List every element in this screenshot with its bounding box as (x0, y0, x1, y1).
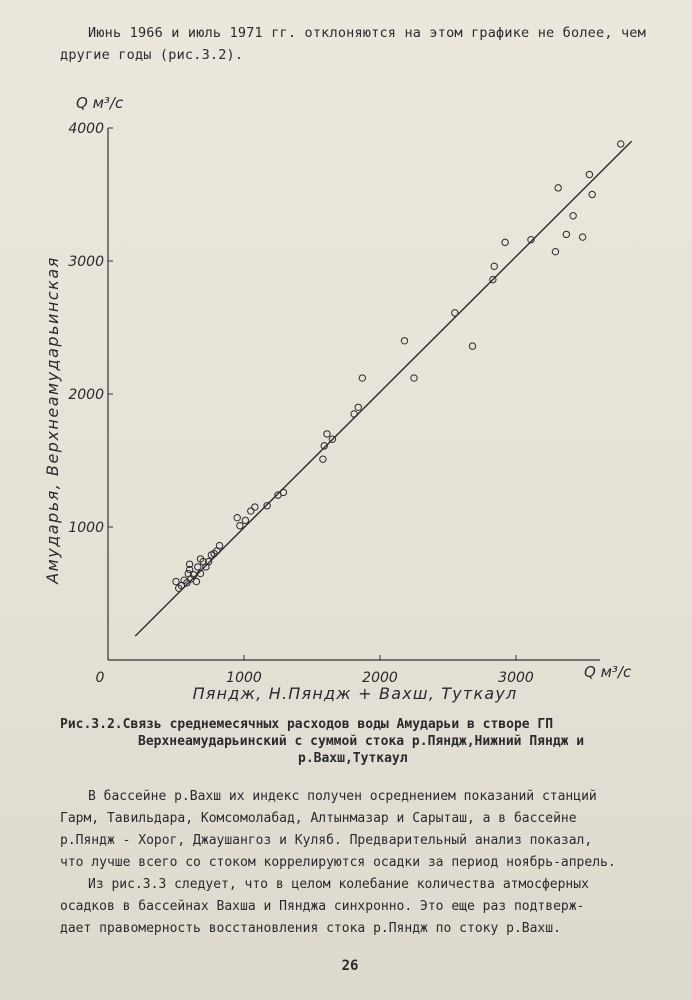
data-point (320, 456, 326, 462)
body-p1-line-1: В бассейне р.Вахш их индекс получен осреднением показаний станций (88, 789, 597, 804)
data-point (491, 263, 497, 269)
caption-line-2: Верхнеамударьинский с суммой стока р.Пяндж,Нижний Пяндж и (138, 734, 585, 749)
caption-line-1: Рис.3.2.Связь среднемесячных расходов воды Амударьи в створе ГП (60, 717, 554, 732)
data-point (248, 508, 254, 514)
data-point (618, 141, 624, 147)
data-point (469, 343, 475, 349)
data-point (452, 310, 458, 316)
data-point (552, 248, 558, 254)
x-tick-label: 0 (95, 670, 105, 686)
y-tick-label: 2000 (68, 387, 104, 403)
x-unit-label: Q м³/с (584, 663, 632, 681)
x-axis-title: Пяндж, Н.Пяндж + Вахш, Туткаул (192, 684, 518, 703)
x-tick-label: 1000 (226, 670, 262, 686)
data-point (586, 171, 592, 177)
data-point (579, 234, 585, 240)
data-point (359, 375, 365, 381)
figure-caption (60, 716, 660, 767)
body-p2-line-2: осадков в бассейнах Вахша и Пянджа синхронно. Это еще раз подтверж- (60, 899, 585, 914)
data-point (252, 504, 258, 510)
data-point (589, 191, 595, 197)
data-point (264, 503, 270, 509)
data-point (411, 375, 417, 381)
body-p1-line-4: что лучше всего со стоком коррелируются осадки за период ноябрь-апрель. (60, 855, 616, 870)
x-tick-label: 2000 (362, 670, 398, 686)
data-point (242, 517, 248, 523)
data-point (324, 431, 330, 437)
body-p2-line-3: дает правомерность восстановления стока р.Пяндж по стоку р.Вахш. (60, 921, 561, 936)
data-point (193, 578, 199, 584)
y-tick-label: 3000 (68, 254, 104, 270)
intro-paragraph (60, 22, 672, 66)
chart-axes (108, 128, 600, 660)
axis-tick-labels (68, 121, 534, 686)
intro-line-1: Июнь 1966 и июль 1971 гг. отклоняются на этом графике не более, чем (88, 25, 646, 41)
data-point (280, 489, 286, 495)
data-point (195, 564, 201, 570)
data-point (234, 514, 240, 520)
y-unit-label: Q м³/с (76, 94, 124, 112)
data-point (351, 411, 357, 417)
data-point (570, 213, 576, 219)
intro-line-2: другие годы (рис.3.2). (60, 47, 244, 63)
data-point (237, 522, 243, 528)
y-tick-label: 4000 (68, 121, 104, 137)
data-point (502, 239, 508, 245)
data-point (563, 231, 569, 237)
data-point (401, 338, 407, 344)
data-point (555, 185, 561, 191)
y-tick-label: 1000 (68, 520, 104, 536)
data-points (173, 141, 624, 592)
page-number: 26 (341, 958, 359, 974)
data-point (355, 404, 361, 410)
data-point (216, 542, 222, 548)
regression-line (135, 141, 631, 636)
body-p1-line-3: р.Пяндж - Хорог, Джаушангоз и Куляб. Предварительный анализ показал, (60, 833, 593, 848)
body-p1-line-2: Гарм, Тавильдара, Комсомолабад, Алтынмазар и Сарыташ, а в бассейне (60, 811, 577, 826)
y-axis-title: Амударья, Верхнеамударьинская (43, 256, 62, 584)
axis-ticks (108, 128, 516, 660)
caption-line-3: р.Вахш,Туткаул (298, 751, 408, 766)
body-p2-line-1: Из рис.3.3 следует, что в целом колебание количества атмосферных (88, 877, 589, 892)
x-tick-label: 3000 (498, 670, 534, 686)
scatter-chart (0, 80, 692, 710)
body-text (60, 786, 680, 940)
